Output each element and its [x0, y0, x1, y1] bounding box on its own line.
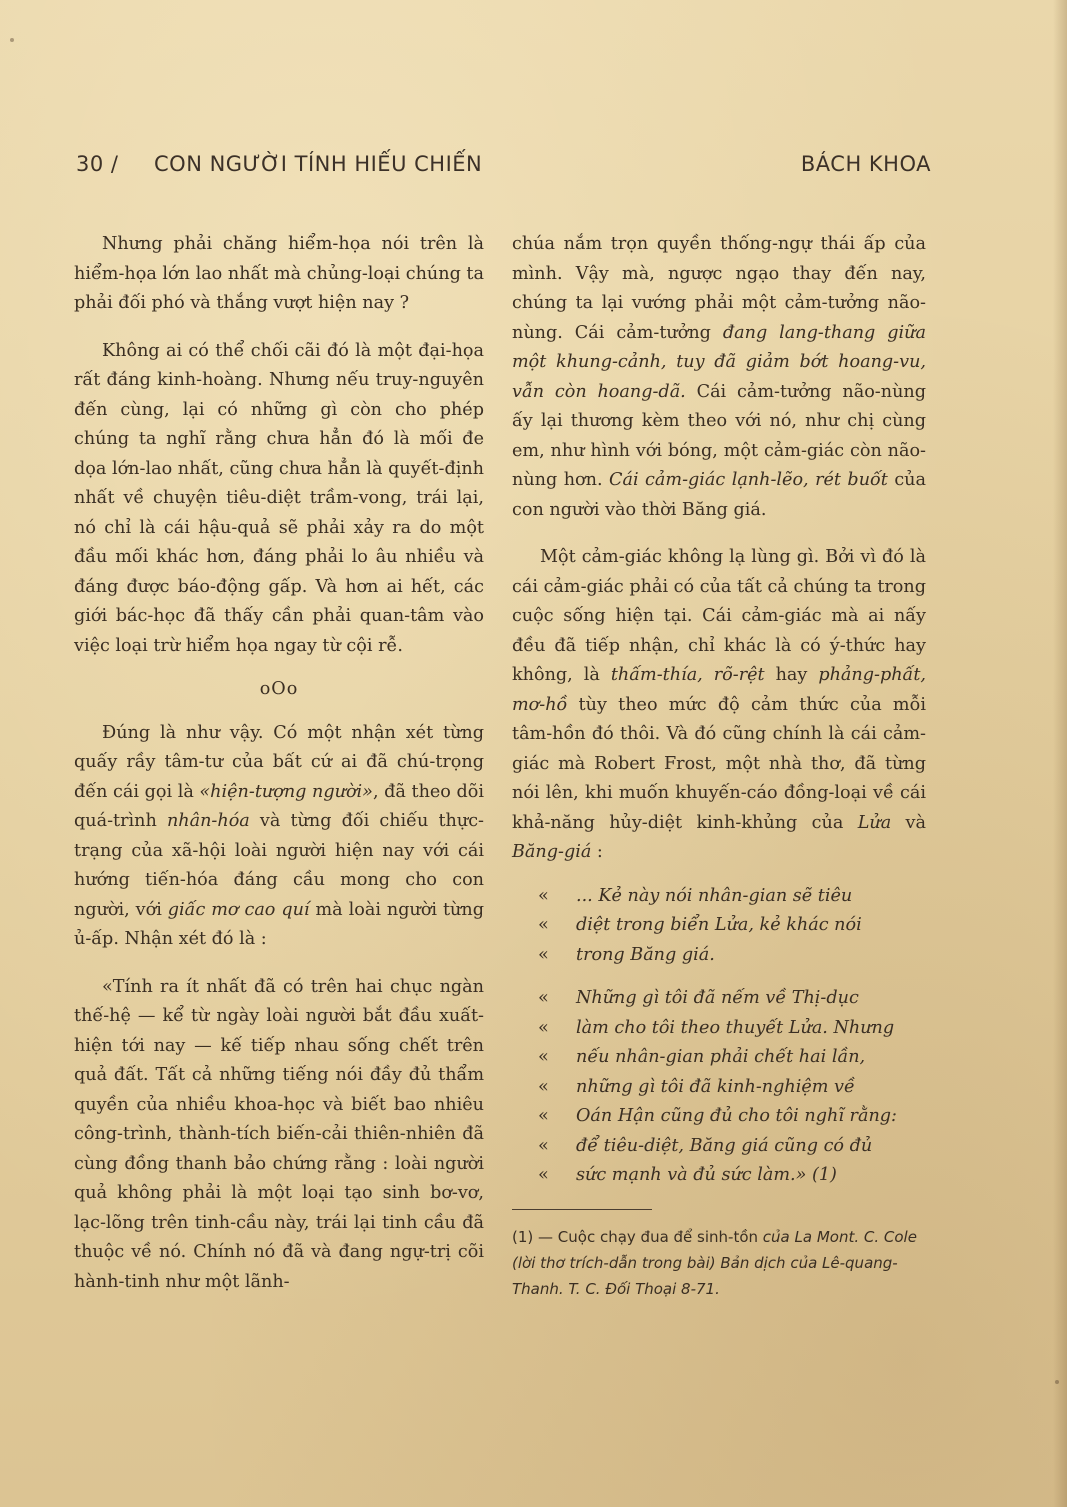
text-run: mà loài người từng ủ-ấp. Nhận xét đó là : — [74, 899, 484, 949]
publication-name: BÁCH KHOA — [800, 152, 931, 176]
text-run: Một cảm-giác không lạ lùng gì. Bởi vì đó là cái cảm-giác phải có của tất cả chúng ta trong cuộc sống hiện tại. Cái cảm-giác mà ai nấy đều đã tiếp nhận, chỉ khác là có ý-thức hay không, là — [512, 547, 926, 685]
quote-mark: « — [538, 944, 549, 965]
poem-stanza-2 — [512, 984, 926, 1191]
italic-phrase: giấc mơ cao quí — [167, 899, 310, 920]
poem-line — [512, 1132, 926, 1162]
quote-mark: « — [538, 1076, 549, 1097]
italic-phrase: đang lang-thang giữa một khung-cảnh, tuy đã giảm bớt hoang-vu, vẫn còn hoang-dã. — [512, 322, 926, 402]
text-run: và — [891, 812, 926, 833]
italic-phrase: phảng-phất, mơ-hồ — [512, 665, 927, 715]
poem-line — [512, 1043, 926, 1073]
poem-line-text: làm cho tôi theo thuyết Lửa. Nhưng — [576, 1017, 895, 1038]
quote-mark: « — [538, 1106, 549, 1126]
footnote-rule — [512, 1209, 652, 1210]
text-run: và từng đối chiếu thực-trạng của xã-hội loài người hiện nay với cái hướng tiến-hóa đáng cầu mong cho con người, với — [74, 811, 485, 920]
poem-line-text: trong Băng giá. — [576, 944, 715, 965]
paper-speck — [1055, 1380, 1059, 1384]
text-run: tùy theo mức độ cảm thức của mỗi tâm-hồn đó thôi. Và đó cũng chính là cái cảm-giác mà Robert Frost, một nhà thơ, đã từng nói lên, khi muốn khuyến-cáo đồng-loại về cái khả-năng hủy-diệt kinh-khủng của — [512, 694, 926, 833]
section-divider: oOo — [259, 679, 299, 699]
poem-line — [512, 911, 926, 941]
quote-mark: « — [538, 915, 549, 935]
paragraph-disaster: Không ai có thể chối cãi đó là một đại-họa rất đáng kinh-hoàng. Nhưng nếu truy-nguyên đến cùng, lại có những gì còn cho phép chúng ta nghĩ rằng chưa hẳn đó là mối đe dọa lớn-lao nhất, cũng chưa hẳn là quyết-định nhất về chuyện tiêu-diệt trầm-vong, trái lại, nó chỉ là cái hậu-quả sẽ phải xảy ra do một đầu mối khác hơn, đáng phải lo âu nhiều và đáng được báo-động gấp. Và hơn ai hết, các giới bác-học đã thấy cần phải quan-tâm vào việc loại trừ hiểm họa ngay từ cội rễ. — [74, 340, 484, 656]
poem-line-text: ... Kẻ này nói nhân-gian sẽ tiêu — [576, 885, 853, 906]
poem-line-text: Oán Hận cũng đủ cho tôi nghĩ rằng: — [576, 1106, 897, 1126]
footnote-mark: (1) — — [512, 1227, 554, 1246]
quote-mark: « — [538, 885, 549, 906]
poem-quote — [512, 882, 926, 1191]
right-column — [512, 230, 926, 1302]
poem-line-text: diệt trong biển Lửa, kẻ khác nói — [576, 915, 862, 935]
poem-line — [512, 1102, 926, 1132]
poem-line — [512, 1014, 926, 1044]
text-run: : — [591, 842, 603, 862]
quote-mark: « — [538, 1017, 549, 1038]
footnote-title: Cuộc chạy đua để sinh-tồn — [553, 1227, 759, 1246]
text-run: hay — [764, 665, 819, 685]
poem-line-text: Những gì tôi đã nếm về Thị-dục — [576, 988, 859, 1008]
page-number: 30 / — [76, 152, 119, 176]
poem-line — [512, 941, 926, 971]
text-run: , đã theo dõi quá-trình — [74, 781, 484, 831]
left-column — [74, 230, 484, 1297]
poem-line — [512, 984, 926, 1014]
text-run: chúa nắm trọn quyền thống-ngự thái ấp của mình. Vậy mà, ngược ngạo thay đến nay, chúng ta lại vướng phải một cảm-tưởng não-nùng. Cái cảm-tưởng — [512, 234, 926, 343]
poem-line — [512, 1073, 926, 1103]
poem-line-text: những gì tôi đã kinh-nghiệm về — [576, 1076, 855, 1097]
text-run: của con người vào thời Băng giá. — [512, 470, 926, 520]
page-edge-shadow — [1053, 0, 1067, 1507]
italic-phrase: thấm-thía, rõ-rệt — [610, 665, 765, 685]
paper-speck — [10, 38, 14, 42]
italic-phrase: nhân-hóa — [166, 811, 250, 831]
italic-phrase: Lửa — [857, 812, 892, 833]
paragraph-quote: «Tính ra ít nhất đã có trên hai chục ngàn thế-hệ — kể từ ngày loài người bắt đầu xuất-hiện tới nay — kế tiếp nhau sống chết trên quả đất. Tất cả những tiếng nói đầy đủ thẩm quyền của nhiều khoa-học và biết bao nhiêu công-trình, thành-tích biến-cải thiên-nhiên đã cùng đồng thanh bảo chứng rằng : loài người quả không phải là một loại tạo sinh bơ-vơ, lạc-lõng trên tinh-cầu này, trái lại tinh cầu đã thuộc về nó. Chính nó đã và đang ngự-trị cõi hành-tinh như một lãnh- — [74, 976, 484, 1292]
paragraph-observation — [74, 719, 484, 955]
article-title: CON NGƯỜI TÍNH HIẾU CHIẾN — [154, 152, 483, 176]
quote-mark: « — [538, 1135, 549, 1156]
italic-phrase: Cái cảm-giác lạnh-lẽo, rét buốt — [609, 470, 888, 490]
poem-line-text: để tiêu-diệt, Băng giá cũng có đủ — [576, 1135, 873, 1156]
paragraph-continuation — [512, 230, 926, 525]
running-header — [76, 152, 931, 188]
quote-mark: « — [538, 1165, 549, 1185]
italic-phrase: Băng-giá — [512, 842, 592, 862]
footnote-text: của La Mont. C. Cole (lời thơ trích-dẫn trong bài) Bản dịch của Lê-quang-Thanh. T. C. Đối Thoại 8-71. — [512, 1227, 917, 1298]
paragraph-question: Nhưng phải chăng hiểm-họa nói trên là hiểm-họa lớn lao nhất mà chủng-loại chúng ta phải đối phó và thắng vượt hiện nay ? — [74, 234, 484, 313]
poem-line-text: nếu nhân-gian phải chết hai lần, — [576, 1047, 866, 1067]
text-run: Cái cảm-tưởng não-nùng ấy lại thương kèm theo với nó, như chị cùng em, như hình với bóng, một cảm-giác còn não-nùng hơn. — [512, 381, 927, 490]
text-run: Đúng là như vậy. Có một nhận xét từng quấy rầy tâm-tư của bất cứ ai đã chú-trọng đến cái gọi là — [74, 722, 484, 802]
paragraph-feeling — [512, 543, 926, 868]
poem-line — [512, 882, 926, 912]
quote-mark: « — [538, 1047, 549, 1067]
italic-phrase: «hiện-tượng người» — [199, 781, 373, 802]
footnote — [512, 1224, 926, 1302]
poem-line-text: sức mạnh và đủ sức làm.» (1) — [576, 1165, 837, 1185]
poem-line — [512, 1161, 926, 1191]
poem-stanza-1 — [512, 882, 926, 971]
quote-mark: « — [538, 988, 549, 1008]
